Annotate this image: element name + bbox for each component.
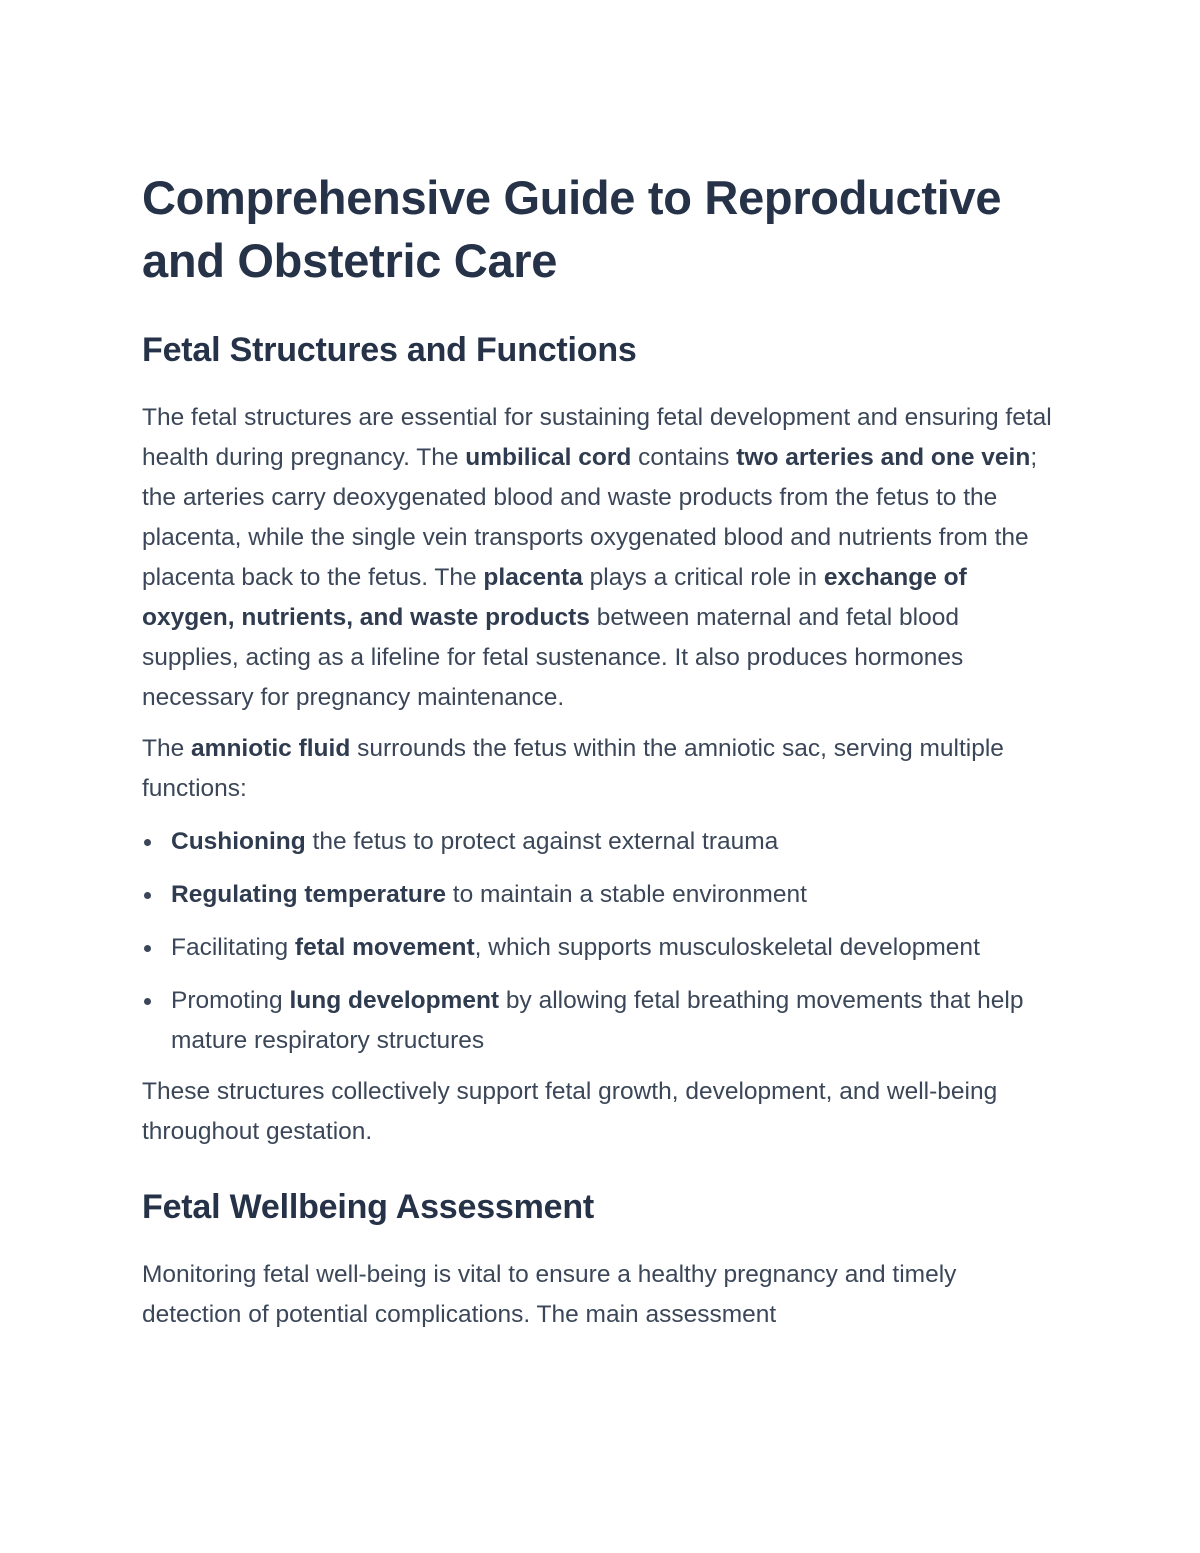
bullet-icon [144,945,151,952]
paragraph-fetal-wellbeing-intro: Monitoring fetal well-being is vital to ensure a healthy pregnancy and timely detection of potential complications. The main assessment [142,1261,957,1328]
bold-term: exchange of oxygen, nutrients, and waste products [142,564,967,631]
bullet-icon [144,998,151,1005]
bold-term: amniotic fluid [191,735,351,762]
section-heading-fetal-structures: Fetal Structures and Functions [142,331,637,369]
amniotic-functions-list [142,822,1062,1061]
document-title: Comprehensive Guide to Reproductive and Obstetric Care [142,171,1002,287]
bold-term: Cushioning [171,828,306,855]
bold-term: two arteries and one vein [736,444,1031,471]
document-page [142,166,1062,1335]
paragraph-amniotic-fluid: The amniotic fluid surrounds the fetus within the amniotic sac, serving multiple functions: [142,735,1004,802]
bold-term: lung development [289,987,500,1014]
bold-term: fetal movement [294,934,475,961]
bold-term: placenta [483,564,583,591]
list-item: Cushioning the fetus to protect against external trauma [142,822,1062,862]
list-item: Regulating temperature to maintain a stable environment [142,875,1062,915]
list-item: Facilitating fetal movement, which supports musculoskeletal development [142,928,1062,968]
bold-term: umbilical cord [465,444,632,471]
paragraph-fetal-structures-intro: The fetal structures are essential for sustaining fetal development and ensuring fetal health during pregnancy. The umbilical cord contains two arteries and one vein; the arteries carry deoxygenated blood and waste products from the fetus to the placenta, while the single vein transports oxygenated blood and nutrients from the placenta back to the fetus. The placenta plays a critical role in exchange of oxygen, nutrients, and waste products between maternal and fetal blood supplies, acting as a lifeline for fetal sustenance. It also produces hormones necessary for pregnancy maintenance. [142,404,1052,711]
list-item: Promoting lung development by allowing fetal breathing movements that help mature respiratory structures [142,981,1062,1061]
section-heading-fetal-wellbeing: Fetal Wellbeing Assessment [142,1188,595,1226]
bullet-icon [144,839,151,846]
bullet-icon [144,892,151,899]
bold-term: Regulating temperature [171,881,446,908]
paragraph-structures-summary: These structures collectively support fetal growth, development, and well-being throughout gestation. [142,1078,998,1145]
